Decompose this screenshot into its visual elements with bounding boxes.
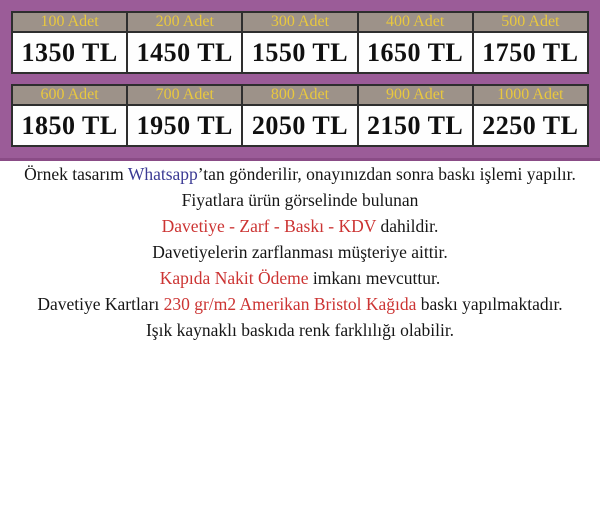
note-highlight-blue: Whatsapp bbox=[127, 164, 198, 184]
price-cell: 1950 TL bbox=[127, 105, 242, 146]
note-text: Işık kaynaklı baskıda renk farklılığı olabilir. bbox=[145, 320, 455, 340]
note-highlight-red: Kapıda Nakit Ödeme bbox=[159, 268, 309, 288]
price-row bbox=[12, 105, 588, 146]
quantity-header-row bbox=[12, 12, 588, 32]
note-highlight-red: Davetiye - Zarf - Baskı - KDV bbox=[161, 216, 377, 236]
price-row bbox=[12, 32, 588, 73]
quantity-header-cell: 100 Adet bbox=[12, 12, 127, 32]
note-text: Örnek tasarım bbox=[24, 164, 128, 184]
note-text: imkanı mevcuttur. bbox=[308, 268, 441, 288]
note-text: Davetiye Kartları bbox=[37, 294, 164, 314]
quantity-header-cell: 600 Adet bbox=[12, 85, 127, 105]
quantity-header-cell: 900 Adet bbox=[358, 85, 473, 105]
price-cell: 1350 TL bbox=[12, 32, 127, 73]
note-text: baskı yapılmaktadır. bbox=[416, 294, 563, 314]
note-paragraph bbox=[0, 291, 600, 343]
quantity-header-cell: 1000 Adet bbox=[473, 85, 588, 105]
price-banner bbox=[0, 0, 600, 161]
note-paragraph bbox=[0, 161, 600, 187]
quantity-header-cell: 800 Adet bbox=[242, 85, 357, 105]
quantity-header-row bbox=[12, 85, 588, 105]
price-cell: 2250 TL bbox=[473, 105, 588, 146]
price-cell: 2050 TL bbox=[242, 105, 357, 146]
note-text: Davetiyelerin zarflanması müşteriye aittir. bbox=[152, 242, 448, 262]
price-table-100-500 bbox=[11, 11, 589, 74]
note-paragraph bbox=[0, 187, 600, 239]
quantity-header-cell: 200 Adet bbox=[127, 12, 242, 32]
note-text: ’tan gönderilir, onayınızdan sonra baskı işlemi yapılır. bbox=[197, 164, 576, 184]
price-cell: 1650 TL bbox=[358, 32, 473, 73]
price-cell: 1850 TL bbox=[12, 105, 127, 146]
quantity-header-cell: 300 Adet bbox=[242, 12, 357, 32]
quantity-header-cell: 700 Adet bbox=[127, 85, 242, 105]
price-table-600-1000 bbox=[11, 84, 589, 147]
quantity-header-cell: 500 Adet bbox=[473, 12, 588, 32]
notes-section bbox=[0, 161, 600, 343]
price-cell: 1450 TL bbox=[127, 32, 242, 73]
price-cell: 1750 TL bbox=[473, 32, 588, 73]
quantity-header-cell: 400 Adet bbox=[358, 12, 473, 32]
note-highlight-red: 230 gr/m2 Amerikan Bristol Kağıda bbox=[163, 294, 417, 314]
note-text: dahildir. bbox=[376, 216, 439, 236]
note-paragraph bbox=[0, 265, 600, 291]
note-paragraph bbox=[0, 239, 600, 265]
price-cell: 1550 TL bbox=[242, 32, 357, 73]
price-cell: 2150 TL bbox=[358, 105, 473, 146]
note-text: Fiyatlara ürün görselinde bulunan bbox=[181, 190, 419, 210]
